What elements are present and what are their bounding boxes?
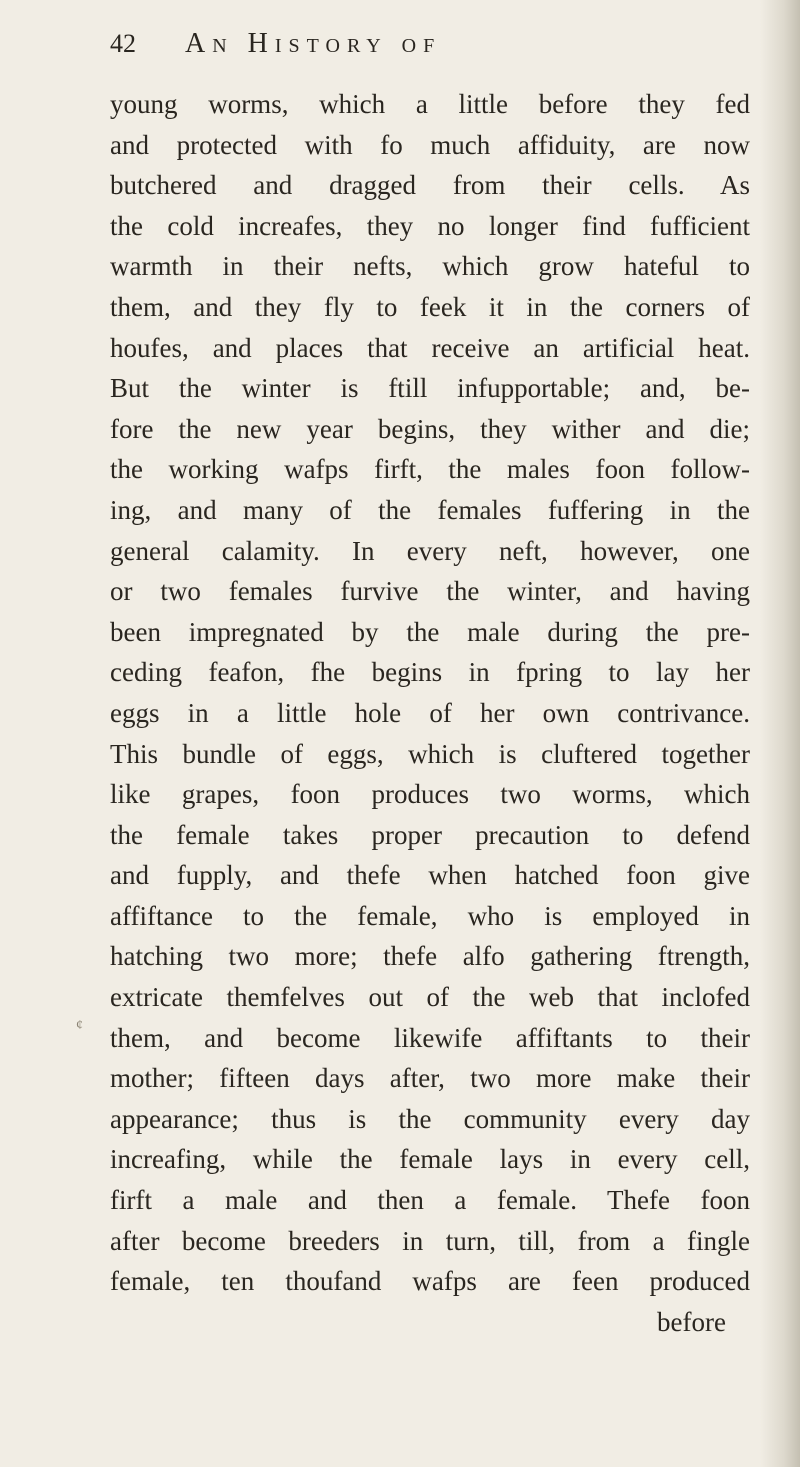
text-line: after become breeders in turn, till, from a fingle [110, 1225, 750, 1256]
text-line: general calamity. In every neft, however, one [110, 535, 750, 566]
body-text [110, 84, 750, 1342]
text-line: mother; fifteen days after, two more make their [110, 1063, 750, 1094]
text-line: young worms, which a little before they fed [110, 89, 750, 119]
text-line: the female takes proper precaution to defend [110, 819, 750, 850]
margin-mark: ¢ [76, 1018, 83, 1033]
text-line: increafing, while the female lays in every cell, [110, 1144, 750, 1175]
text-line: warmth in their nefts, which grow hateful to [110, 251, 750, 282]
page-edge-shadow [760, 0, 800, 1467]
text-line: extricate themfelves out of the web that inclofed [110, 982, 750, 1013]
text-line: and fupply, and thefe when hatched foon give [110, 860, 750, 891]
text-line: butchered and dragged from their cells. As [110, 170, 750, 201]
text-line: female, ten thoufand wafps are feen produced [110, 1266, 750, 1297]
text-line: This bundle of eggs, which is cluftered together [110, 738, 750, 769]
text-line: been impregnated by the male during the pre- [110, 616, 750, 647]
text-line: ing, and many of the females fuffering in the [110, 494, 750, 525]
text-line: eggs in a little hole of her own contrivance. [110, 697, 750, 728]
running-head: An History of [185, 28, 442, 59]
page-header [110, 24, 710, 64]
text-line: or two females furvive the winter, and having [110, 576, 750, 607]
text-line: the working wafps firft, the males foon follow- [110, 454, 750, 485]
text-line: like grapes, foon produces two worms, which [110, 779, 750, 810]
text-line: affiftance to the female, who is employed in [110, 900, 750, 931]
page-number: 42 [110, 29, 136, 58]
catchword: before [657, 1306, 726, 1337]
text-line: fore the new year begins, they wither and die; [110, 413, 750, 444]
text-line: and protected with fo much affiduity, are now [110, 129, 750, 160]
text-line: But the winter is ftill infupportable; and, be- [110, 373, 750, 404]
text-line: appearance; thus is the community every day [110, 1103, 750, 1134]
text-line: hatching two more; thefe alfo gathering ftrength, [110, 941, 750, 972]
text-line: houfes, and places that receive an artificial heat. [110, 332, 750, 363]
text-line: ceding feafon, fhe begins in fpring to lay her [110, 657, 750, 688]
text-line: firft a male and then a female. Thefe foon [110, 1185, 750, 1216]
text-line: them, and they fly to feek it in the corners of [110, 291, 750, 322]
text-line: them, and become likewife affiftants to their [110, 1022, 750, 1053]
text-line: the cold increafes, they no longer find fufficient [110, 210, 750, 241]
